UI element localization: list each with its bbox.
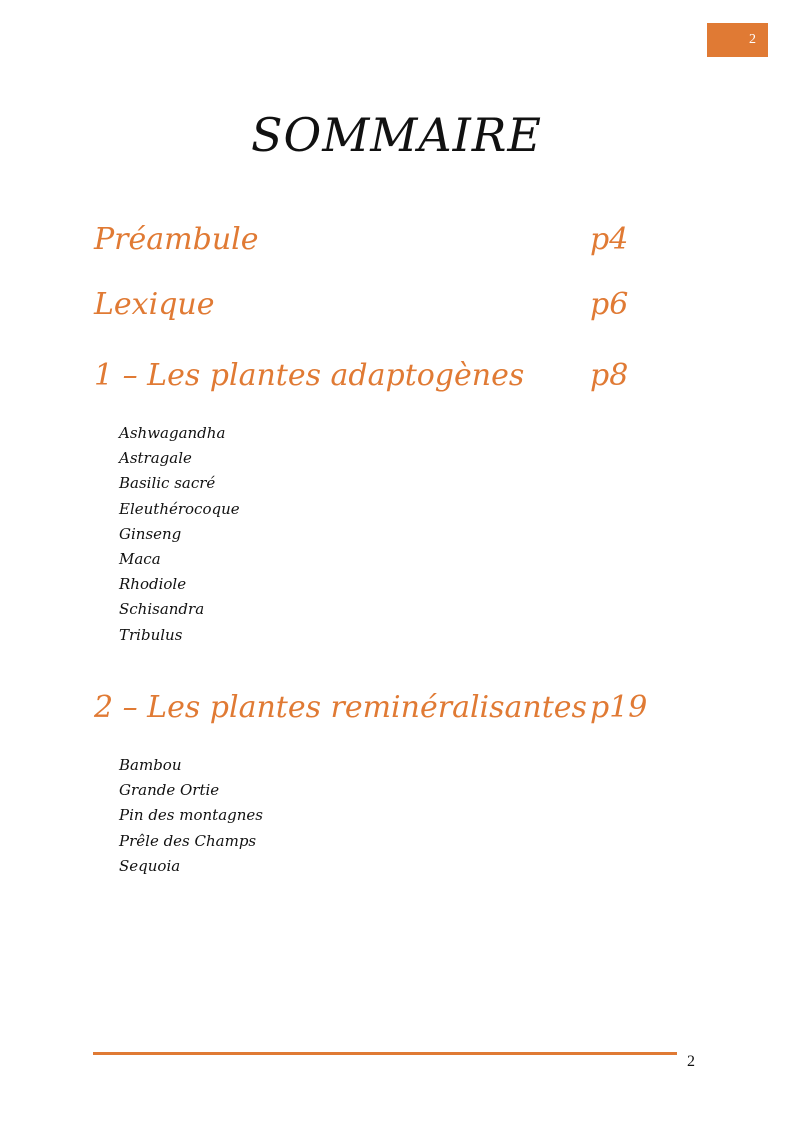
list-item: Sequoia [119,856,181,875]
page-number-badge: 2 [707,23,768,57]
toc-entry-page: p8 [590,358,629,393]
list-item: Pin des montagnes [119,806,263,825]
list-item: Maca [119,549,161,568]
list-item: Eleuthérocoque [119,499,240,518]
footer-page-number: 2 [687,1053,695,1070]
toc-entry-label: 2 – Les plantes reminéralisantes [94,690,587,725]
toc-entry-page: p6 [590,287,629,322]
toc-entry-label: 1 – Les plantes adaptogènes [94,358,525,393]
adaptogenes-plant-list [119,421,240,648]
remineralisantes-plant-list [119,753,263,879]
list-item: Bambou [119,756,182,774]
toc-entry-page: p19 [590,690,648,725]
toc-entry-page: p4 [590,222,629,257]
list-item: Astragale [119,449,192,468]
list-item: Ginseng [119,524,182,543]
list-item: Grande Ortie [119,781,220,800]
list-item: Rhodiole [119,575,187,594]
footer-divider [93,1052,677,1055]
list-item: Prêle des Champs [119,831,257,850]
list-item: Tribulus [119,625,183,644]
list-item: Ashwagandha [119,424,226,442]
page-title: SOMMAIRE [250,108,543,162]
toc-entry-label: Préambule [94,222,259,257]
toc-entry-label: Lexique [94,287,215,322]
list-item: Schisandra [119,600,205,619]
list-item: Basilic sacré [119,474,216,493]
